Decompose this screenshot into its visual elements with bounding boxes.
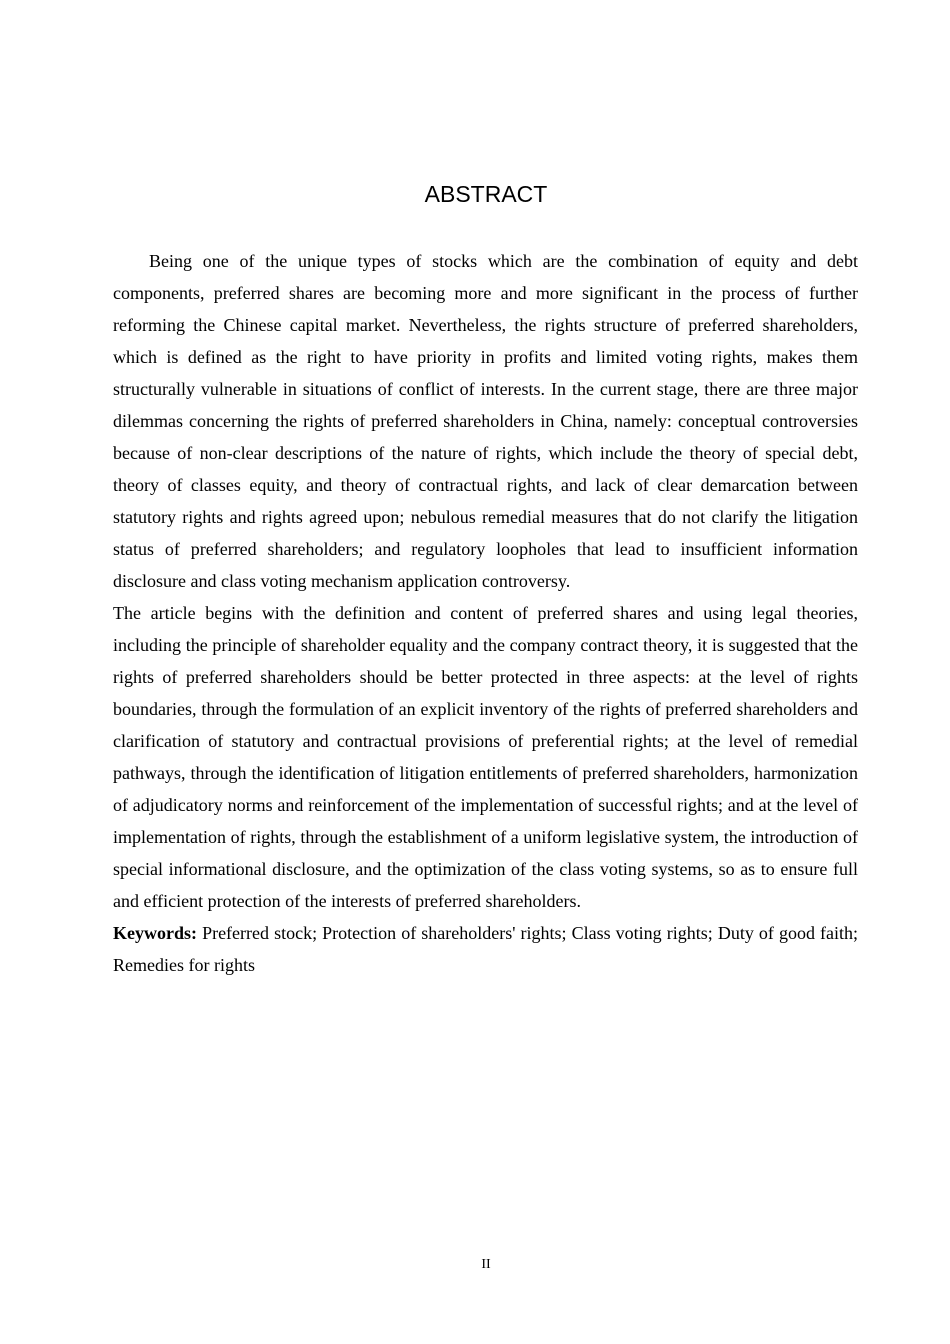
- page-number: II: [481, 1257, 491, 1272]
- keywords-text: Preferred stock; Protection of shareholders' rights; Class voting rights; Duty of good faith; Remedies for rights: [113, 923, 858, 975]
- abstract-paragraph-1: Being one of the unique types of stocks which are the combination of equity and debt components, preferred shares are becoming more and more significant in the process of further reforming the Chinese capital market. Nevertheless, the rights structure of preferred shareholders, which is defined as the right to have priority in profits and limited voting rights, makes them structurally vulnerable in situations of conflict of interests. In the current stage, there are three major dilemmas concerning the rights of preferred shareholders in China, namely: conceptual controversies because of non-clear descriptions of the nature of rights, which include the theory of special debt, theory of classes equity, and theory of contractual rights, and lack of clear demarcation between statutory rights and rights agreed upon; nebulous remedial measures that do not clarify the litigation status of preferred shareholders; and regulatory loopholes that lead to insufficient information disclosure and class voting mechanism application controversy.: [113, 251, 858, 591]
- abstract-body: [113, 245, 858, 981]
- keywords-line: [113, 917, 858, 981]
- abstract-title: ABSTRACT: [424, 181, 548, 207]
- keywords-label: Keywords:: [113, 923, 197, 943]
- abstract-paragraph-2: The article begins with the definition and content of preferred shares and using legal theories, including the principle of shareholder equality and the company contract theory, it is suggested that the rights of preferred shareholders should be better protected in three aspects: at the level of rights boundaries, through the formulation of an explicit inventory of the rights of preferred shareholders and clarification of statutory and contractual provisions of preferential rights; at the level of remedial pathways, through the identification of litigation entitlements of preferred shareholders, harmonization of adjudicatory norms and reinforcement of the implementation of successful rights; and at the level of implementation of rights, through the establishment of a uniform legislative system, the introduction of special informational disclosure, and the optimization of the class voting systems, so as to ensure full and efficient protection of the interests of preferred shareholders.: [113, 603, 858, 911]
